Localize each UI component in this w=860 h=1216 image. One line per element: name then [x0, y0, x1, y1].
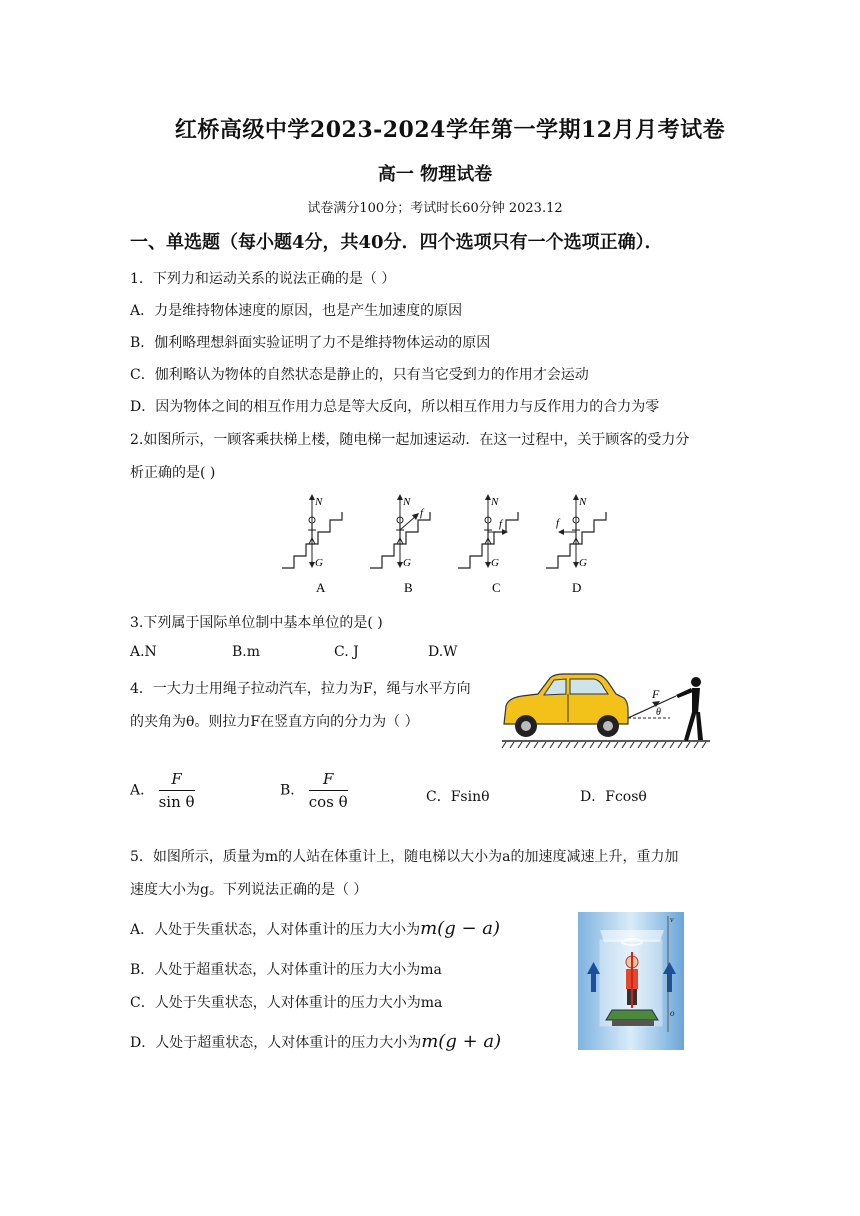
escalator-panel-c: [458, 494, 518, 595]
force-label-n-d: N: [579, 496, 587, 508]
scale: [606, 1010, 658, 1020]
escalator-panel-d: [546, 494, 606, 595]
escalator-panel-b: [370, 494, 430, 595]
q1-stem: 1．下列力和运动关系的说法正确的是（ ）: [130, 271, 396, 287]
force-label-g-a: G: [315, 557, 323, 569]
q4-a-numerator: F: [159, 770, 195, 791]
force-label-f-c: f: [499, 518, 503, 530]
panel-label-d: D: [572, 580, 582, 595]
q3-option-c: C. J: [334, 644, 359, 660]
strongman: [676, 677, 703, 741]
q5-option-d: D．人处于超重状态，人对体重计的压力大小为m(g + a): [130, 1031, 502, 1052]
q1-option-b: B．伽利略理想斜面实验证明了力不是维持物体运动的原因: [130, 335, 491, 351]
q4-option-a: A． $\frac{F}{\text{sin θ}}$: [130, 770, 195, 811]
force-label-g-c: G: [491, 557, 499, 569]
exam-meta: 试卷满分100分；考试时长60分钟 2023.12: [307, 201, 563, 216]
panel-label-b: B: [404, 580, 413, 595]
force-label-f-b: f: [420, 507, 424, 519]
q5-a-expression: m(g − a): [420, 918, 501, 939]
panel-label-a: A: [316, 580, 326, 595]
force-label-f-d: f: [556, 517, 560, 529]
q4-option-b: B． $\frac{F}{\text{cos θ}}$: [280, 770, 348, 811]
exam-subtitle: 高一 物理试卷: [377, 164, 493, 185]
q4-stem-line1: 4．一大力士用绳子拉动汽车，拉力为F，绳与水平方向: [130, 681, 471, 697]
escalator-panel-a: [282, 494, 342, 595]
q5-d-expression: m(g + a): [421, 1031, 502, 1052]
person-icon: [626, 952, 638, 1008]
q3-option-a: A.N: [130, 644, 157, 660]
section-heading: 一、单选题（每小题4分，共40分．四个选项只有一个选项正确）．: [130, 232, 663, 253]
force-label-g-d: G: [579, 557, 587, 569]
q5-option-a: A．人处于失重状态，人对体重计的压力大小为m(g − a): [130, 918, 501, 939]
q5-stem-line2: 速度大小为g。下列说法正确的是（ ）: [130, 882, 368, 898]
q2-stem-line2: 析正确的是( ): [130, 465, 216, 481]
q4-stem-line2: 的夹角为θ。则拉力F在竖直方向的分力为（ ）: [130, 714, 419, 730]
q1-option-c: C．伽利略认为物体的自然状态是静止的，只有当它受到力的作用才会运动: [130, 367, 589, 383]
escalator-figure: [278, 488, 608, 600]
force-label-f: F: [652, 687, 660, 701]
q3-stem: 3.下列属于国际单位制中基本单位的是( ): [130, 615, 383, 631]
axis-label-v: v: [670, 915, 674, 924]
force-label-n-c: N: [491, 496, 499, 508]
q4-a-denominator: sin θ: [158, 793, 195, 811]
car-pull-figure: [498, 668, 714, 754]
q5-option-b: B．人处于超重状态，人对体重计的压力大小为ma: [130, 962, 442, 978]
q4-option-c: C．Fsinθ: [426, 789, 490, 805]
q1-option-a: A．力是维持物体速度的原因，也是产生加速度的原因: [130, 303, 463, 319]
exam-title: 红桥高级中学2023-2024学年第一学期12月月考试卷: [174, 117, 726, 143]
axis-label-origin: o: [670, 1008, 675, 1018]
force-label-n-a: N: [315, 496, 323, 508]
q4-b-numerator: F: [309, 770, 348, 791]
q5-option-c: C．人处于失重状态，人对体重计的压力大小为ma: [130, 995, 443, 1011]
q1-option-d: D．因为物体之间的相互作用力总是等大反向，所以相互作用力与反作用力的合力为零: [130, 399, 660, 415]
angle-label-theta: θ: [656, 707, 661, 718]
q5-stem-line1: 5．如图所示，质量为m的人站在体重计上，随电梯以大小为a的加速度减速上升，重力加: [130, 849, 679, 865]
force-label-g-b: G: [403, 557, 411, 569]
panel-label-c: C: [492, 580, 501, 595]
q3-option-d: D.W: [428, 644, 458, 660]
q4-option-d: D．Fcosθ: [580, 789, 647, 805]
q3-option-b: B.m: [232, 644, 261, 660]
q2-stem-line1: 2.如图所示，一顾客乘扶梯上楼，随电梯一起加速运动．在这一过程中，关于顾客的受力分: [130, 432, 690, 448]
elevator-figure: [578, 912, 684, 1050]
force-label-n-b: N: [403, 496, 411, 508]
q4-b-denominator: cos θ: [308, 793, 348, 811]
